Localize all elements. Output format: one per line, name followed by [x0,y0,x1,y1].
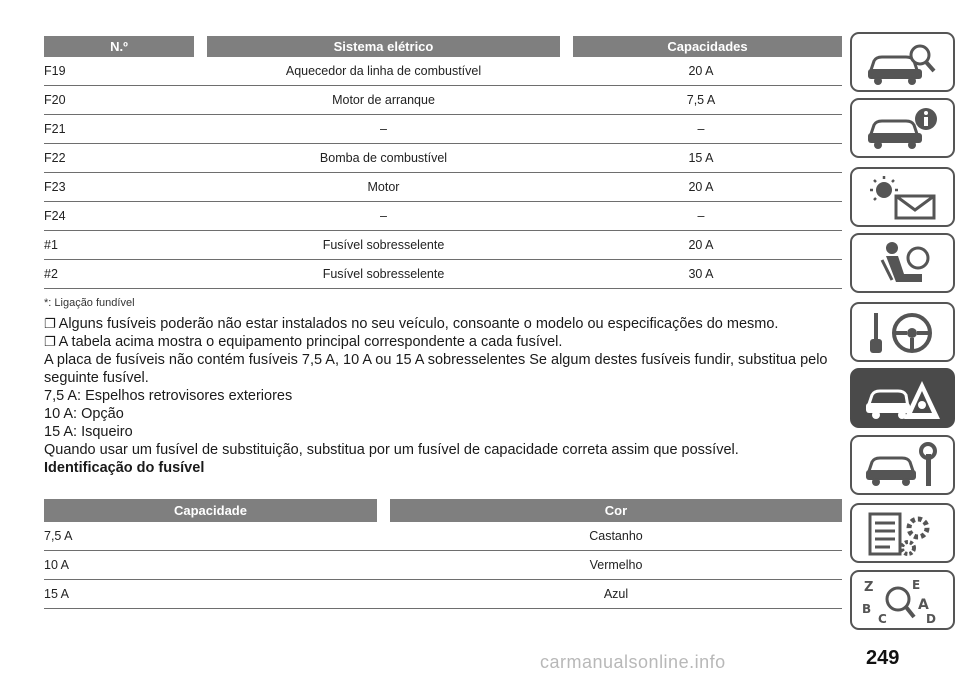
fuse-capacity-cell: 20 A [688,238,714,252]
capacity-cell: 7,5 A [44,529,73,543]
fuse-capacity-cell: – [697,122,705,136]
fuse-capacity-cell: – [697,209,705,223]
fuse-table [44,36,842,289]
fuse-capacity-cell: 7,5 A [686,93,716,107]
svg-text:E: E [912,578,921,592]
page-number: 249 [866,647,900,669]
table-row [44,522,842,551]
table-row [44,551,842,580]
fuse-number-cell: F23 [44,180,66,194]
key-steering-wheel-icon [862,309,942,357]
header-capacity: Capacidade [44,499,377,522]
tab-technical-data[interactable] [850,503,955,563]
capacity-cell: 15 A [44,587,70,601]
svg-text:Z: Z [864,580,874,595]
fuse-capacity-cell: 30 A [688,267,714,281]
fuse-system-cell: – [380,122,387,136]
fuse-system-cell: Motor [367,180,400,194]
footnote: *: Ligação fundível [44,297,135,309]
fuse-system-cell: Fusível sobresselente [322,267,445,281]
color-table-header [44,499,842,522]
page-content [44,36,842,609]
seat-airbag-icon [862,240,942,288]
svg-text:C: C [878,612,887,625]
header-number: N.º [44,36,194,57]
capacity-cell: 10 A [44,558,70,572]
table-row [44,173,842,202]
table-row [44,57,842,86]
fuse-system-cell: – [380,209,387,223]
svg-text:A: A [918,597,929,613]
table-row [44,580,842,609]
car-wrench-icon [862,442,942,490]
tab-starting-driving[interactable] [850,302,955,362]
paragraph: A placa de fusíveis não contém fusíveis 7,5 A, 10 A ou 15 A sobresselentes Se algum destes fusíveis fundir, substitua pelo seguinte fusível. [44,352,828,386]
bullet-note: ❐ Alguns fusíveis poderão não estar instalados no seu veículo, consoante o modelo ou especificações do mesmo. [44,316,779,332]
specs-gear-icon [862,510,942,558]
alphabetical-index-icon [862,577,942,625]
paragraph: 10 A: Opção [44,406,124,422]
color-cell: Azul [603,587,629,601]
fuse-capacity-cell: 20 A [688,64,714,78]
fuse-number-cell: F21 [44,122,66,136]
table-row [44,115,842,144]
header-capacity: Capacidades [573,36,842,57]
table-row [44,260,842,289]
bullet-note: ❐ A tabela acima mostra o equipamento principal correspondente a cada fusível. [44,334,563,350]
fuse-system-cell: Aquecedor da linha de combustível [285,64,482,78]
table-row [44,202,842,231]
car-info-icon [862,105,942,153]
paragraph: Quando usar um fusível de substituição, substitua por um fusível de capacidade correta assim que possível. [44,442,739,458]
section-title: Identificação do fusível [44,460,205,476]
bullet-icon: ❐ [44,316,56,331]
table-row [44,231,842,260]
svg-text:B: B [862,602,872,616]
fuse-number-cell: F22 [44,151,66,165]
tab-index[interactable] [850,570,955,630]
table-row [44,144,842,173]
tab-emergency[interactable] [850,368,955,428]
fuse-number-cell: F20 [44,93,66,107]
car-breakdown-warning-icon [862,375,942,423]
tab-maintenance[interactable] [850,435,955,495]
fuse-number-cell: F24 [44,209,66,223]
fuse-system-cell: Bomba de combustível [319,151,448,165]
fuse-system-cell: Motor de arranque [332,93,435,107]
paragraph: 15 A: Isqueiro [44,424,133,440]
fuse-table-header [44,36,842,57]
tab-warning-lights[interactable] [850,167,955,227]
fuse-system-cell: Fusível sobresselente [322,238,445,252]
paragraph: 7,5 A: Espelhos retrovisores exteriores [44,388,293,404]
fuse-capacity-cell: 15 A [688,151,714,165]
warning-light-message-icon [862,174,942,222]
fuse-number-cell: #1 [44,238,58,252]
fuse-number-cell: F19 [44,64,66,78]
car-search-icon [862,39,942,87]
table-row [44,86,842,115]
tab-car-search[interactable] [850,32,955,92]
svg-text:D: D [926,612,936,625]
fuse-capacity-cell: 20 A [688,180,714,194]
tab-car-info[interactable] [850,98,955,158]
color-cell: Vermelho [589,558,643,572]
bullet-icon: ❐ [44,334,56,349]
tab-safety[interactable] [850,233,955,293]
header-system: Sistema elétrico [207,36,560,57]
color-table [44,499,842,609]
fuse-number-cell: #2 [44,267,58,281]
notes [44,315,842,477]
color-cell: Castanho [589,529,643,543]
header-color: Cor [390,499,842,522]
watermark: carmanualsonline.info [540,652,726,672]
